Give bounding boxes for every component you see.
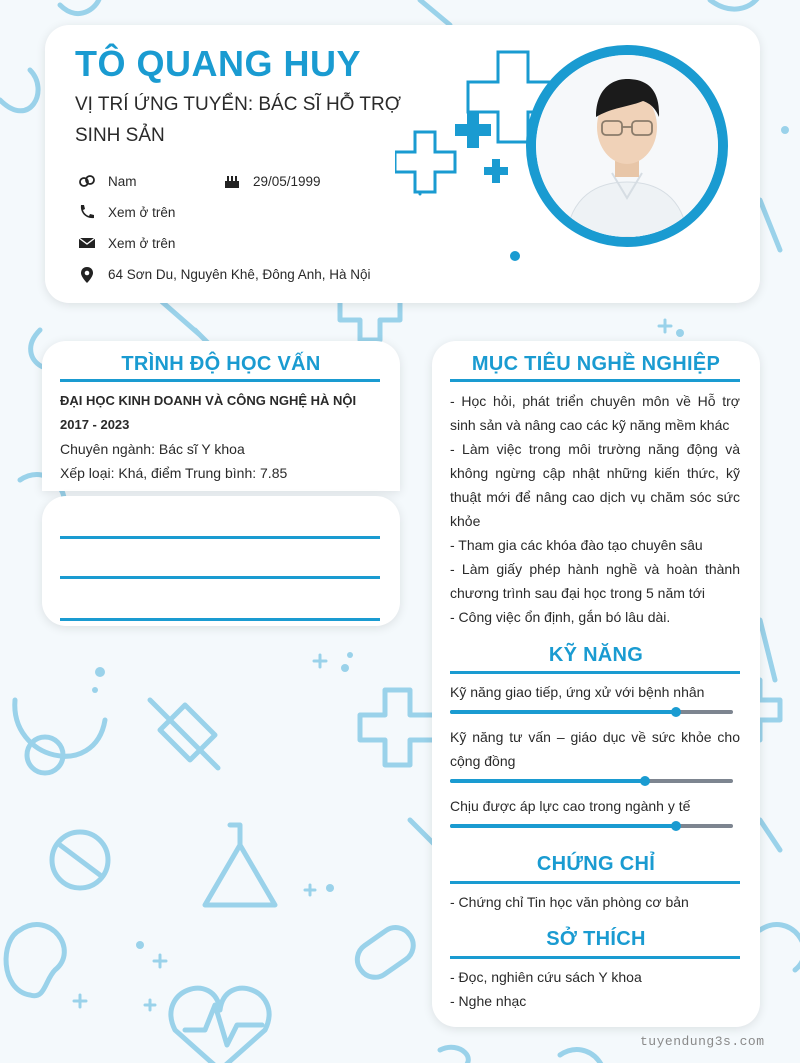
- certificates-title: CHỨNG CHỈ: [536, 853, 656, 875]
- skill-bar-knob: [671, 707, 681, 717]
- email-row: [78, 235, 175, 251]
- address-row: [78, 266, 371, 282]
- phone-row: [78, 204, 175, 220]
- gender-row: [78, 173, 137, 189]
- skill-bar-knob: [640, 776, 650, 786]
- education-school: ĐẠI HỌC KINH DOANH VÀ CÔNG NGHỆ HÀ NỘI: [60, 393, 357, 408]
- hobbies-title: SỞ THÍCH: [546, 928, 646, 950]
- phone-icon: [78, 204, 98, 220]
- skill-bar: [450, 824, 733, 828]
- hobby-item: - Nghe nhạc: [450, 993, 527, 1009]
- gender-icon: [78, 173, 98, 189]
- candidate-name: TÔ QUANG HUY: [75, 43, 362, 84]
- certificate-item: - Chứng chỉ Tin học văn phòng cơ bản: [450, 894, 689, 910]
- hobby-item: - Đọc, nghiên cứu sách Y khoa: [450, 969, 642, 985]
- location-icon: [78, 266, 98, 282]
- decorative-dot: [510, 251, 520, 261]
- address-value: 64 Sơn Du, Nguyên Khê, Đông Anh, Hà Nội: [108, 266, 371, 282]
- cake-icon: [223, 173, 243, 189]
- phone-value: Xem ở trên: [108, 204, 176, 220]
- job-position: VỊ TRÍ ỨNG TUYỂN: BÁC SĨ HỖ TRỢ SINH SẢN: [75, 94, 402, 146]
- education-card: [42, 341, 400, 491]
- email-value: Xem ở trên: [108, 235, 176, 251]
- certificates-rule: [450, 881, 740, 884]
- hobbies-rule: [450, 956, 740, 959]
- skill-label: Chịu được áp lực cao trong ngành y tế: [450, 798, 691, 814]
- education-title: TRÌNH ĐỘ HỌC VẤN: [121, 353, 321, 375]
- skill-bar-fill: [450, 710, 676, 714]
- blank-rule: [60, 618, 380, 621]
- objective-item: - Làm giấy phép hành nghề và hoàn thành chương trình sau đại học trong 5 năm tới: [450, 561, 740, 601]
- skill-bar-fill: [450, 779, 645, 783]
- objective-item: - Làm việc trong môi trường năng động và không ngừng cập nhật những kiến thức, kỹ thuật mới để nâng cao dịch vụ chăm sóc sức khỏe: [450, 441, 740, 529]
- objective-item: - Tham gia các khóa đào tạo chuyên sâu: [450, 537, 703, 553]
- skills-rule: [450, 671, 740, 674]
- education-grade: Xếp loại: Khá, điểm Trung bình: 7.85: [60, 465, 288, 481]
- blank-section-card: [42, 496, 400, 626]
- education-years: 2017 - 2023: [60, 417, 130, 432]
- blank-rule: [60, 536, 380, 539]
- education-rule: [60, 379, 380, 382]
- skill-label: Kỹ năng giao tiếp, ứng xử với bệnh nhân: [450, 684, 705, 700]
- skills-title: KỸ NĂNG: [548, 644, 644, 666]
- objective-title: MỤC TIÊU NGHỀ NGHIỆP: [471, 353, 721, 375]
- blank-rule: [60, 576, 380, 579]
- skill-bar-fill: [450, 824, 676, 828]
- birthdate-value: 29/05/1999: [253, 173, 321, 189]
- education-major: Chuyên ngành: Bác sĩ Y khoa: [60, 441, 245, 457]
- right-column-card: [432, 341, 760, 1027]
- skill-bar: [450, 779, 733, 783]
- gender-value: Nam: [108, 173, 137, 189]
- birthdate-row: [223, 173, 321, 189]
- skill-bar: [450, 710, 733, 714]
- objective-rule: [450, 379, 740, 382]
- objective-item: - Học hỏi, phát triển chuyên môn về Hỗ trợ sinh sản và nâng cao các kỹ năng mềm khác: [450, 393, 740, 433]
- avatar: [536, 55, 718, 237]
- objective-item: - Công việc ổn định, gắn bó lâu dài.: [450, 609, 671, 625]
- profile-photo: [526, 45, 728, 247]
- watermark: tuyendung3s.com: [640, 1034, 765, 1049]
- skill-bar-knob: [671, 821, 681, 831]
- mail-icon: [78, 235, 98, 251]
- skill-label: Kỹ năng tư vấn – giáo dục về sức khỏe cho cộng đồng: [450, 729, 740, 769]
- profile-header-card: [45, 25, 760, 303]
